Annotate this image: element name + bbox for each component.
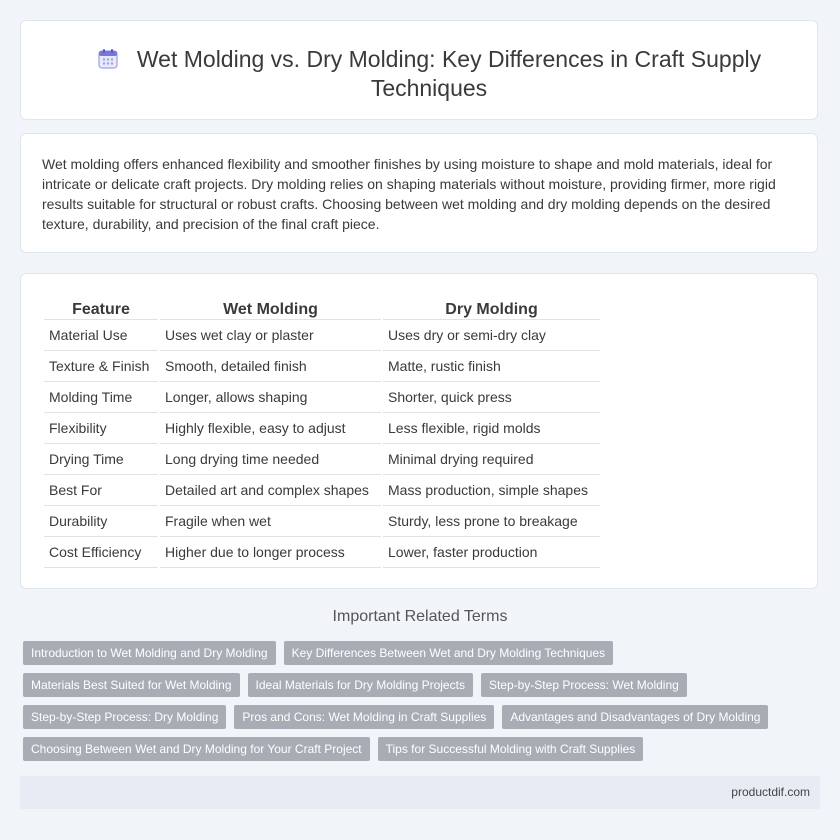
table-row xyxy=(44,506,600,537)
related-term-tag[interactable]: Key Differences Between Wet and Dry Molding Techniques xyxy=(284,641,614,665)
feature-cell: Best For xyxy=(44,475,158,506)
feature-cell: Texture & Finish xyxy=(44,351,158,382)
feature-cell: Molding Time xyxy=(44,382,158,413)
related-terms-tags xyxy=(23,641,803,769)
header-wet-molding: Wet Molding xyxy=(160,294,381,320)
comparison-card xyxy=(20,273,818,589)
dry-cell: Shorter, quick press xyxy=(383,382,600,413)
footer-site-link[interactable]: productdif.com xyxy=(731,785,810,799)
feature-cell: Cost Efficiency xyxy=(44,537,158,568)
related-term-tag[interactable]: Advantages and Disadvantages of Dry Molding xyxy=(502,705,768,729)
intro-card xyxy=(20,133,818,253)
dry-cell: Uses dry or semi-dry clay xyxy=(383,320,600,351)
related-terms-title: Important Related Terms xyxy=(332,608,508,625)
related-term-tag[interactable]: Materials Best Suited for Wet Molding xyxy=(23,673,240,697)
related-term-tag[interactable]: Ideal Materials for Dry Molding Projects xyxy=(248,673,473,697)
tag-row xyxy=(23,737,803,761)
table-row xyxy=(44,351,600,382)
table-row xyxy=(44,382,600,413)
tag-row xyxy=(23,641,803,665)
wet-cell: Longer, allows shaping xyxy=(160,382,381,413)
table-row xyxy=(44,413,600,444)
table-row xyxy=(44,320,600,351)
related-term-tag[interactable]: Step-by-Step Process: Dry Molding xyxy=(23,705,226,729)
page-title: Wet Molding vs. Dry Molding: Key Differences in Craft Supply Techniques xyxy=(136,46,762,101)
wet-cell: Higher due to longer process xyxy=(160,537,381,568)
wet-cell: Long drying time needed xyxy=(160,444,381,475)
header-dry-molding: Dry Molding xyxy=(383,294,600,320)
feature-cell: Flexibility xyxy=(44,413,158,444)
intro-paragraph: Wet molding offers enhanced flexibility and smoother finishes by using moisture to shape and mold materials, ideal for intricate or delicate craft projects. Dry molding relies on shaping materials without moisture, providing firmer, more rigid results suitable for structural or robust crafts. Choosing between wet molding and dry molding depends on the desired texture, durability, and precision of the final craft piece. xyxy=(42,156,776,232)
page-title-wrap xyxy=(61,45,797,103)
dry-cell: Sturdy, less prone to breakage xyxy=(383,506,600,537)
related-term-tag[interactable]: Introduction to Wet Molding and Dry Molding xyxy=(23,641,276,665)
related-term-tag[interactable]: Step-by-Step Process: Wet Molding xyxy=(481,673,687,697)
header-feature: Feature xyxy=(44,294,158,320)
dry-cell: Less flexible, rigid molds xyxy=(383,413,600,444)
table-header-row xyxy=(44,294,600,320)
comparison-table xyxy=(42,294,602,568)
related-term-tag[interactable]: Choosing Between Wet and Dry Molding for Your Craft Project xyxy=(23,737,370,761)
related-term-tag[interactable]: Tips for Successful Molding with Craft Supplies xyxy=(378,737,644,761)
wet-cell: Uses wet clay or plaster xyxy=(160,320,381,351)
wet-cell: Fragile when wet xyxy=(160,506,381,537)
feature-cell: Durability xyxy=(44,506,158,537)
wet-cell: Smooth, detailed finish xyxy=(160,351,381,382)
wet-cell: Detailed art and complex shapes xyxy=(160,475,381,506)
header-card xyxy=(20,20,818,120)
dry-cell: Mass production, simple shapes xyxy=(383,475,600,506)
related-term-tag[interactable]: Pros and Cons: Wet Molding in Craft Supplies xyxy=(234,705,494,729)
table-row xyxy=(44,444,600,475)
footer xyxy=(20,776,820,809)
tag-row xyxy=(23,673,803,697)
wet-cell: Highly flexible, easy to adjust xyxy=(160,413,381,444)
dry-cell: Lower, faster production xyxy=(383,537,600,568)
feature-cell: Drying Time xyxy=(44,444,158,475)
table-row xyxy=(44,475,600,506)
feature-cell: Material Use xyxy=(44,320,158,351)
calendar-icon xyxy=(97,48,119,70)
tag-row xyxy=(23,705,803,729)
dry-cell: Matte, rustic finish xyxy=(383,351,600,382)
table-row xyxy=(44,537,600,568)
dry-cell: Minimal drying required xyxy=(383,444,600,475)
